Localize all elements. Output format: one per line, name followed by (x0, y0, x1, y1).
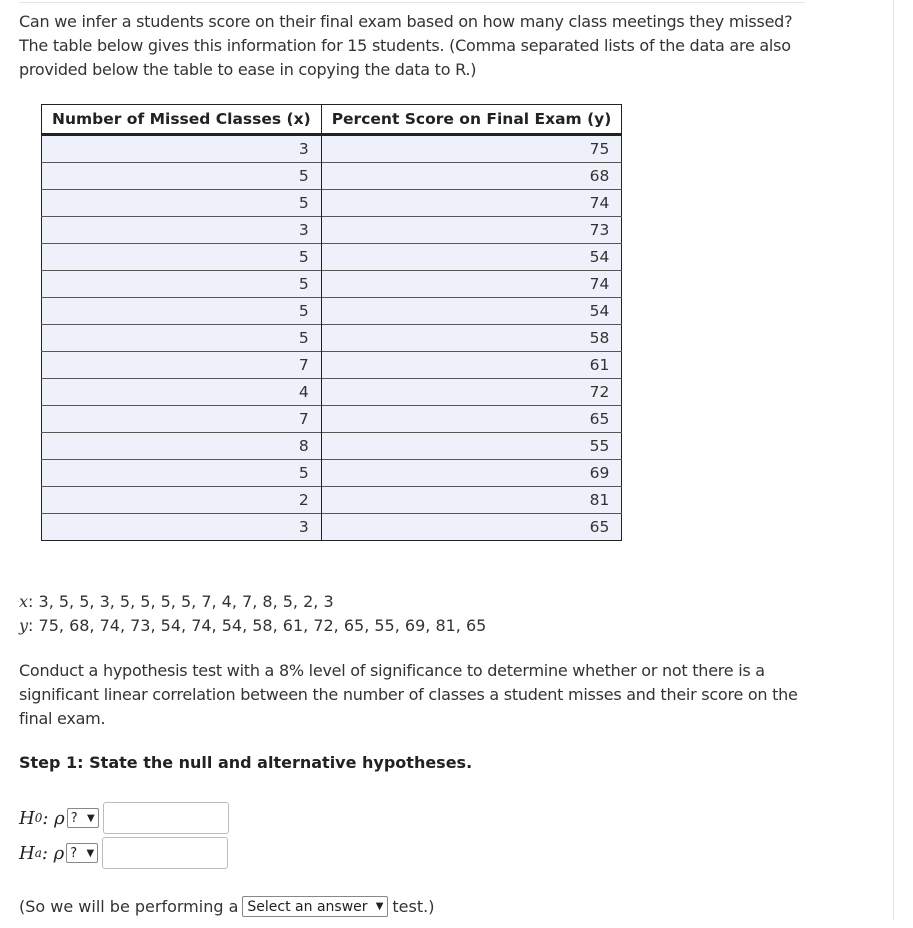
cell-exam-score: 61 (321, 352, 622, 379)
column-header-y: Percent Score on Final Exam (y) (321, 105, 622, 135)
chevron-down-icon: ▼ (375, 901, 384, 912)
cell-exam-score: 58 (321, 325, 622, 352)
table-row (42, 244, 622, 271)
table-row (42, 514, 622, 541)
instructions-text: Conduct a hypothesis test with a 8% level of significance to determine whether or not there is a significant linear correlation between the number of classes a student misses and their score on the final exam. (19, 661, 798, 728)
intro-text: Can we infer a students score on their final exam based on how many class meetings they missed? The table below gives this information for 15 students. (Comma separated lists of the data are also provided below the table to ease in copying the data to R.) (19, 12, 793, 79)
null-hypothesis-row (19, 802, 229, 834)
test-type-select-value: Select an answer (247, 898, 368, 915)
table-row (42, 433, 622, 460)
x-list: x: 3, 5, 5, 3, 5, 5, 5, 5, 7, 4, 7, 8, 5, 2, 3 (19, 592, 334, 611)
data-lists (19, 590, 486, 638)
test-type-row (19, 896, 434, 917)
cell-exam-score: 75 (321, 135, 622, 163)
top-divider (19, 2, 805, 3)
ha-subscript: a (34, 846, 42, 860)
cell-exam-score: 65 (321, 514, 622, 541)
cell-missed-classes: 3 (42, 217, 322, 244)
cell-exam-score: 73 (321, 217, 622, 244)
cell-missed-classes: 4 (42, 379, 322, 406)
cell-exam-score: 81 (321, 487, 622, 514)
table-row (42, 190, 622, 217)
ha-rho: : ρ (41, 842, 65, 864)
cell-missed-classes: 5 (42, 460, 322, 487)
cell-exam-score: 65 (321, 406, 622, 433)
ha-value-input[interactable] (102, 837, 228, 869)
table-row (42, 352, 622, 379)
cell-missed-classes: 8 (42, 433, 322, 460)
h0-operator-select[interactable] (67, 808, 99, 828)
cell-exam-score: 68 (321, 163, 622, 190)
cell-exam-score: 54 (321, 244, 622, 271)
table-row (42, 325, 622, 352)
y-list-label: y (19, 616, 29, 635)
x-list-label: x (19, 592, 29, 611)
cell-missed-classes: 5 (42, 325, 322, 352)
test-type-suffix: test.) (392, 897, 435, 916)
test-type-select[interactable] (242, 896, 388, 917)
data-table (41, 104, 622, 541)
test-type-prefix: (So we will be performing a (19, 897, 239, 916)
table-row (42, 379, 622, 406)
table-row (42, 217, 622, 244)
y-list-values: 75, 68, 74, 73, 54, 74, 54, 58, 61, 72, 65, 55, 69, 81, 65 (38, 616, 487, 635)
cell-exam-score: 54 (321, 298, 622, 325)
table-row (42, 406, 622, 433)
right-divider (893, 0, 894, 920)
cell-missed-classes: 5 (42, 298, 322, 325)
table-row (42, 298, 622, 325)
cell-exam-score: 72 (321, 379, 622, 406)
table-header-row (42, 105, 622, 135)
cell-missed-classes: 3 (42, 514, 322, 541)
table-row (42, 271, 622, 298)
step1-title: Step 1: State the null and alternative hypotheses. (19, 753, 473, 772)
chevron-down-icon: ▼ (87, 812, 95, 824)
cell-exam-score: 55 (321, 433, 622, 460)
table-row (42, 163, 622, 190)
h0-label: H (19, 807, 35, 829)
h0-subscript: 0 (34, 811, 43, 825)
ha-operator-select-value: ? (70, 845, 78, 861)
cell-missed-classes: 5 (42, 163, 322, 190)
cell-exam-score: 69 (321, 460, 622, 487)
y-list: y: 75, 68, 74, 73, 54, 74, 54, 58, 61, 72, 65, 55, 69, 81, 65 (19, 616, 487, 635)
cell-missed-classes: 5 (42, 271, 322, 298)
cell-exam-score: 74 (321, 271, 622, 298)
ha-operator-select[interactable] (66, 843, 98, 863)
ha-label: H (19, 842, 35, 864)
cell-exam-score: 74 (321, 190, 622, 217)
cell-missed-classes: 7 (42, 406, 322, 433)
cell-missed-classes: 3 (42, 135, 322, 163)
cell-missed-classes: 5 (42, 190, 322, 217)
cell-missed-classes: 2 (42, 487, 322, 514)
table-row (42, 487, 622, 514)
table-row (42, 135, 622, 163)
table-row (42, 460, 622, 487)
cell-missed-classes: 5 (42, 244, 322, 271)
h0-operator-select-value: ? (70, 810, 78, 826)
h0-value-input[interactable] (103, 802, 229, 834)
cell-missed-classes: 7 (42, 352, 322, 379)
column-header-x: Number of Missed Classes (x) (42, 105, 322, 135)
x-list-values: 3, 5, 5, 3, 5, 5, 5, 5, 7, 4, 7, 8, 5, 2, 3 (38, 592, 334, 611)
h0-rho: : ρ (42, 807, 65, 829)
chevron-down-icon: ▼ (86, 847, 95, 859)
alternative-hypothesis-row (19, 837, 228, 869)
